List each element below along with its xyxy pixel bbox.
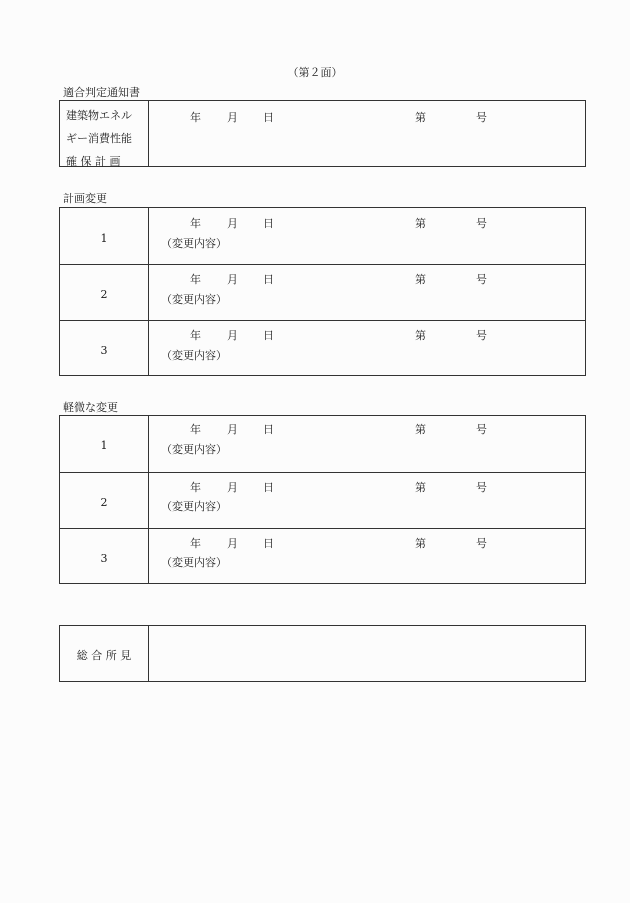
number-prefix-label: 第 bbox=[415, 217, 426, 230]
number-prefix-label: 第 bbox=[415, 111, 426, 124]
application-table bbox=[59, 100, 586, 167]
table-row bbox=[60, 528, 585, 584]
number-suffix-label: 号 bbox=[476, 273, 487, 286]
month-label: 月 bbox=[227, 537, 238, 550]
day-label: 日 bbox=[263, 423, 274, 436]
column-divider bbox=[148, 626, 149, 681]
year-label: 年 bbox=[190, 537, 201, 550]
year-label: 年 bbox=[190, 273, 201, 286]
page-header: （第２面） bbox=[287, 66, 343, 79]
number-prefix-label: 第 bbox=[415, 273, 426, 286]
number-prefix-label: 第 bbox=[415, 423, 426, 436]
month-label: 月 bbox=[227, 111, 238, 124]
month-label: 月 bbox=[227, 217, 238, 230]
row-number: 2 bbox=[100, 496, 108, 509]
column-divider bbox=[148, 101, 149, 166]
row-number: 3 bbox=[100, 552, 108, 565]
year-label: 年 bbox=[190, 111, 201, 124]
number-suffix-label: 号 bbox=[476, 329, 487, 342]
application-row-label bbox=[66, 104, 132, 173]
table-row bbox=[60, 416, 585, 472]
number-suffix-label: 号 bbox=[476, 537, 487, 550]
minor-change-section-label: 軽微な変更 bbox=[63, 401, 118, 414]
row-label-line: 建築物エネル bbox=[66, 109, 132, 122]
table-row bbox=[60, 264, 585, 320]
day-label: 日 bbox=[263, 481, 274, 494]
table-row bbox=[60, 320, 585, 376]
year-label: 年 bbox=[190, 481, 201, 494]
plan-change-section-label: 計画変更 bbox=[63, 192, 107, 205]
change-content-label: （変更内容） bbox=[161, 349, 227, 362]
row-label-line: ギー消費性能 bbox=[66, 132, 132, 145]
change-content-label: （変更内容） bbox=[161, 443, 227, 456]
change-content-label: （変更内容） bbox=[161, 293, 227, 306]
row-number: 1 bbox=[100, 232, 108, 245]
day-label: 日 bbox=[263, 111, 274, 124]
plan-change-table bbox=[59, 207, 586, 376]
number-suffix-label: 号 bbox=[476, 423, 487, 436]
number-prefix-label: 第 bbox=[415, 481, 426, 494]
number-prefix-label: 第 bbox=[415, 329, 426, 342]
row-number: 1 bbox=[100, 439, 108, 452]
row-label-line: 確 保 計 画 bbox=[66, 155, 121, 168]
day-label: 日 bbox=[263, 273, 274, 286]
year-label: 年 bbox=[190, 423, 201, 436]
month-label: 月 bbox=[227, 329, 238, 342]
change-content-label: （変更内容） bbox=[161, 556, 227, 569]
summary-label: 総 合 所 見 bbox=[76, 649, 132, 662]
change-content-label: （変更内容） bbox=[161, 500, 227, 513]
month-label: 月 bbox=[227, 481, 238, 494]
number-suffix-label: 号 bbox=[476, 481, 487, 494]
day-label: 日 bbox=[263, 217, 274, 230]
year-label: 年 bbox=[190, 329, 201, 342]
row-number: 3 bbox=[100, 344, 108, 357]
row-number: 2 bbox=[100, 288, 108, 301]
summary-table bbox=[59, 625, 586, 682]
number-prefix-label: 第 bbox=[415, 537, 426, 550]
month-label: 月 bbox=[227, 273, 238, 286]
minor-change-table bbox=[59, 415, 586, 584]
change-content-label: （変更内容） bbox=[161, 237, 227, 250]
table-row bbox=[60, 472, 585, 528]
day-label: 日 bbox=[263, 537, 274, 550]
number-suffix-label: 号 bbox=[476, 217, 487, 230]
year-label: 年 bbox=[190, 217, 201, 230]
application-section-label: 適合判定通知書 bbox=[63, 86, 140, 99]
number-suffix-label: 号 bbox=[476, 111, 487, 124]
day-label: 日 bbox=[263, 329, 274, 342]
table-row bbox=[60, 208, 585, 264]
month-label: 月 bbox=[227, 423, 238, 436]
